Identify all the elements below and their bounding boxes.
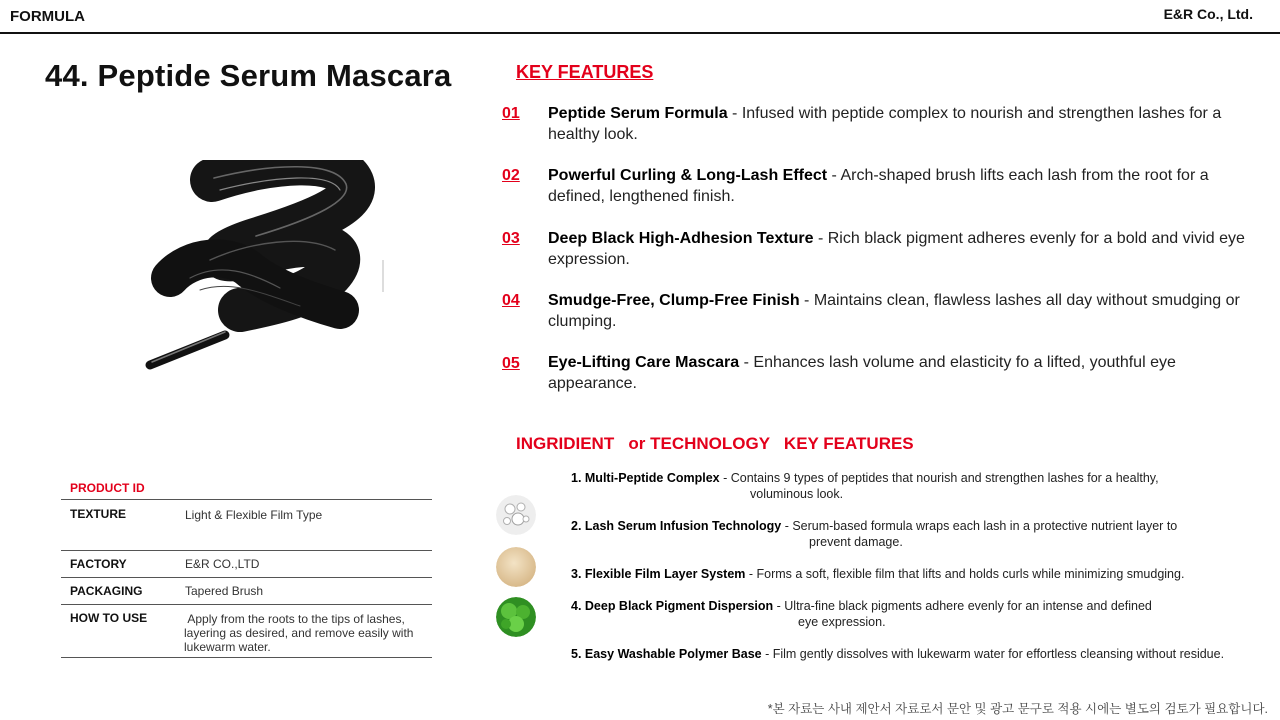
spec-value: E&R CO.,LTD — [180, 550, 432, 577]
feature-name: Deep Black High-Adhesion Texture — [548, 230, 814, 247]
green-leaf-icon — [496, 597, 536, 637]
feature-number: 01 — [502, 105, 520, 122]
ingredient-desc-cont: prevent damage. — [809, 535, 903, 549]
ingredient-item — [571, 598, 1152, 630]
spec-value: Apply from the roots to the tips of lashes, layering as desired, and remove easily with lukewarm water. — [180, 604, 432, 657]
header-formula-label: FORMULA — [10, 8, 85, 25]
mascara-swatch-image — [130, 160, 390, 390]
feature-text — [548, 103, 1260, 145]
product-id-label: PRODUCT ID — [61, 476, 432, 499]
spec-row-texture — [61, 499, 432, 550]
feature-desc: - Enhances lash volume and elasticity fo a lifted, youthful eye appearance. — [548, 354, 1176, 392]
ingredient-name: 2. Lash Serum Infusion Technology — [571, 519, 782, 533]
feature-text — [548, 165, 1260, 207]
ingredient-name: 5. Easy Washable Polymer Base — [571, 647, 762, 661]
product-title: 44. Peptide Serum Mascara — [45, 58, 452, 93]
header-divider — [0, 32, 1280, 34]
footnote-disclaimer: *본 자료는 사내 제안서 자료로서 문안 및 광고 문구로 적용 시에는 별도의 검토가 필요합니다. — [767, 702, 1268, 716]
feature-name: Powerful Curling & Long-Lash Effect — [548, 167, 828, 184]
spec-label: PACKAGING — [61, 577, 180, 604]
ingredient-desc: - Film gently dissolves with lukewarm water for effortless cleansing without residue. — [761, 647, 1225, 661]
feature-text — [548, 228, 1260, 270]
spec-label: FACTORY — [61, 550, 180, 577]
feature-number: 04 — [502, 292, 520, 309]
feature-text — [548, 352, 1260, 394]
spec-row-how-to-use — [61, 604, 432, 657]
ingredient-heading: INGRIDIENT or TECHNOLOGY KEY FEATURES — [516, 434, 914, 453]
feature-name: Smudge-Free, Clump-Free Finish — [548, 292, 800, 309]
feature-name: Peptide Serum Formula — [548, 105, 728, 122]
ingredient-desc: - Forms a soft, flexible film that lifts and holds curls while minimizing smudging. — [745, 567, 1185, 581]
ingredient-desc: - Ultra-fine black pigments adhere evenly for an intense and defined — [773, 599, 1152, 613]
ingredient-item — [571, 566, 1184, 582]
key-features-heading: KEY FEATURES — [516, 62, 654, 82]
spec-row-packaging — [61, 577, 432, 604]
spec-row-product-id — [61, 476, 432, 499]
ingredient-name: 1. Multi-Peptide Complex — [571, 471, 720, 485]
ingredient-desc: - Serum-based formula wraps each lash in a protective nutrient layer to — [781, 519, 1178, 533]
feature-number: 05 — [502, 355, 520, 372]
ingredient-desc-cont: voluminous look. — [750, 487, 844, 501]
spec-label: HOW TO USE — [61, 604, 180, 657]
powder-icon — [496, 547, 536, 587]
feature-desc: - Arch-shaped brush lifts each lash from the root for a defined, lengthened finish. — [548, 167, 1209, 205]
spec-value: Tapered Brush — [180, 577, 432, 604]
spec-value: Light & Flexible Film Type — [180, 499, 432, 550]
feature-text — [548, 290, 1260, 332]
feature-number: 02 — [502, 167, 520, 184]
feature-number: 03 — [502, 230, 520, 247]
feature-name: Eye-Lifting Care Mascara — [548, 354, 740, 371]
ingredient-desc-cont: eye expression. — [798, 615, 886, 629]
header-company-name: E&R Co., Ltd. — [1163, 6, 1253, 22]
bubbles-icon — [496, 495, 536, 535]
ingredient-name: 4. Deep Black Pigment Dispersion — [571, 599, 774, 613]
feature-desc: - Rich black pigment adheres evenly for a bold and vivid eye expression. — [548, 230, 1245, 268]
ingredient-item — [571, 470, 1159, 502]
spec-row-factory — [61, 550, 432, 577]
ingredient-desc: - Contains 9 types of peptides that nourish and strengthen lashes for a healthy, — [719, 471, 1159, 485]
feature-desc: - Infused with peptide complex to nourish and strengthen lashes for a healthy look. — [548, 105, 1222, 143]
ingredient-item — [571, 646, 1224, 662]
feature-desc: - Maintains clean, flawless lashes all day without smudging or clumping. — [548, 292, 1240, 330]
ingredient-item — [571, 518, 1177, 550]
product-spec-table — [61, 476, 432, 658]
ingredient-name: 3. Flexible Film Layer System — [571, 567, 746, 581]
spec-label: TEXTURE — [61, 499, 180, 550]
